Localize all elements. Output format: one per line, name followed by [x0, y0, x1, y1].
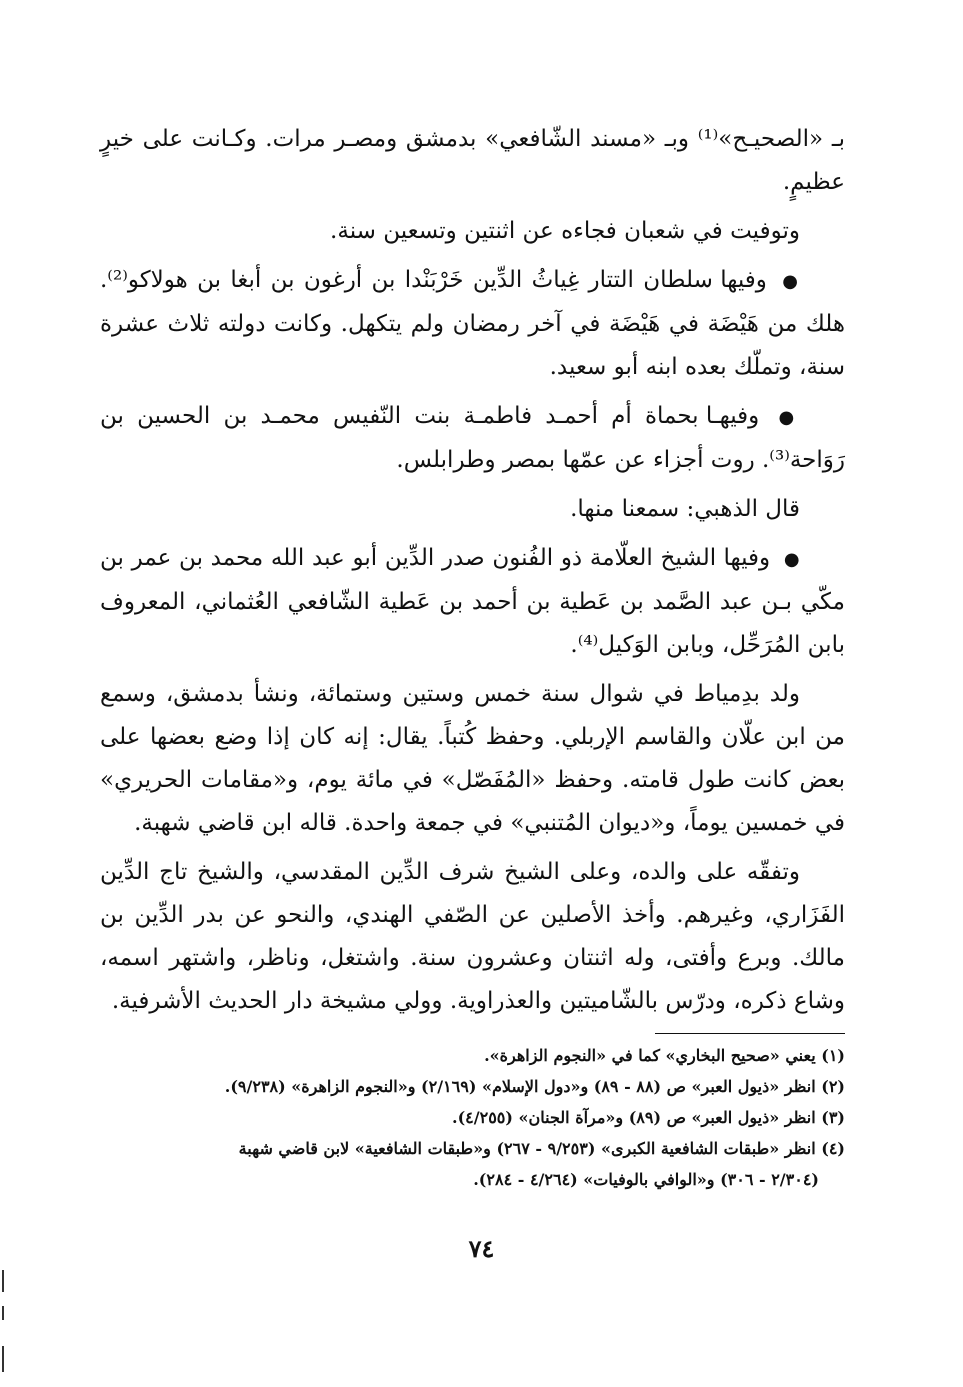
paragraph-1: [100, 118, 845, 204]
scan-edge-mark: [2, 1306, 4, 1320]
footnote-1: (١) يعني «صحيح البخاري» كما في «النجوم الزاهرة».: [484, 1046, 845, 1065]
footnote-2: (٢) انظر «ذيول العبر» ص (٨٨ - ٨٩) و«دول الإسلام» (٢/١٦٩) و«النجوم الزاهرة» (٩/٢٣٨).: [224, 1077, 845, 1096]
scan-edge-marks: [2, 1270, 5, 1380]
footnote-4: (٤) انظر «طبقات الشافعية الكبرى» (٩/٢٥٣ - ٢٦٧) و«طبقات الشافعية» لابن قاضي شهبة: [238, 1139, 845, 1158]
scan-edge-mark: [2, 1346, 4, 1372]
paragraph-8: [100, 851, 845, 1023]
paragraph-5: [100, 488, 845, 531]
bullet-icon: ●: [782, 271, 800, 292]
footnotes: [118, 1040, 845, 1195]
footnote-separator: [655, 1033, 845, 1034]
bullet-icon: ●: [783, 549, 800, 570]
scan-edge-mark: [2, 1270, 4, 1292]
main-text: [100, 118, 845, 1029]
paragraph-text: بـ «الصحيـح»⁽¹⁾ وبـ «مسند الشّافعي» بدمشق ومصـر مرات. وكـانت على خيرٍ عظيمٍ.: [100, 126, 845, 195]
paragraph-text: وتوفيت في شعبان فجاءه عن اثنتين وتسعين سنة.: [330, 218, 800, 244]
paragraph-text: وفيها الشيخ العلّامة ذو الفُنون صدر الدِّين أبو عبد الله محمد بن عمر بن مكّي بـن عبد الصَّمد بن عَطية بن أحمد بن عَطية الشّافعي العُثماني، المعروف بابن المُرَحِّل، وبابن الوَكيل⁽⁴⁾.: [100, 545, 845, 658]
paragraph-4: [100, 395, 845, 482]
paragraph-text: وتفقّه على والده، وعلى الشيخ شرف الدِّين المقدسي، والشيخ تاج الدِّين الفَزَاري، وغيرهم. وأخذ الأصلين عن الصّفي الهندي، والنحو عن بدر الدِّين بن مالك. وبرع وأفتى، وله اثنتان وعشرون سنة. واشتغل، وناظر، واشتهر اسمه، وشاع ذكره، ودرّس بالشّاميتين والعذراوية. وولي مشيخة دار الحديث الأشرفية.: [100, 859, 845, 1014]
paragraph-2: [100, 210, 845, 253]
page-number: ٧٤: [468, 1234, 495, 1263]
bullet-icon: ●: [778, 407, 800, 428]
paragraph-3: [100, 259, 845, 389]
paragraph-6: [100, 537, 845, 667]
paragraph-7: [100, 673, 845, 845]
footnote-4-continuation: (٢/٣٠٤ - ٣٠٦) و«الوافي بالوفيات» (٤/٢٦٤ - ٢٨٤).: [473, 1170, 819, 1189]
footnote-3: (٣) انظر «ذيول العبر» ص (٨٩) و«مرآة الجنان» (٤/٢٥٥).: [452, 1108, 845, 1127]
paragraph-text: قال الذهبي: سمعنا منها.: [570, 496, 800, 522]
paragraph-text: وفيهـا بحماة أم أحمـد فاطمـة بنت النّفيس محمـد بن الحسين بن رَوَاحة⁽³⁾. روت أجزاء عن عمّها بمصر وطرابلس.: [100, 403, 845, 473]
paragraph-text: وفيها سلطان التتار غِياثُ الدِّين خَرْبَنْدا بن أرغون بن أبغا بن هولاكو⁽²⁾. هلك من هَيْضَة في هَيْضَة في آخر رمضان ولم يتكهل. وكانت دولته ثلاث عشرة سنة، وتملّك بعده ابنه أبو سعيد.: [100, 267, 845, 380]
paragraph-text: ولد بدِمياط في شوال سنة خمس وستين وستمائة، ونشأ بدمشق، وسمع من ابن علّان والقاسم الإربلي. وحفظ كُتباً. يقال: إنه كان إذا وضع بعضها على بعض كانت طول قامته. وحفظ «المُفَصّل» في مائة يوم، و«مقامات الحريري» في خمسين يوماً، و«ديوان المُتنبي» في جمعة واحدة. قاله ابن قاضي شهبة.: [100, 681, 845, 836]
